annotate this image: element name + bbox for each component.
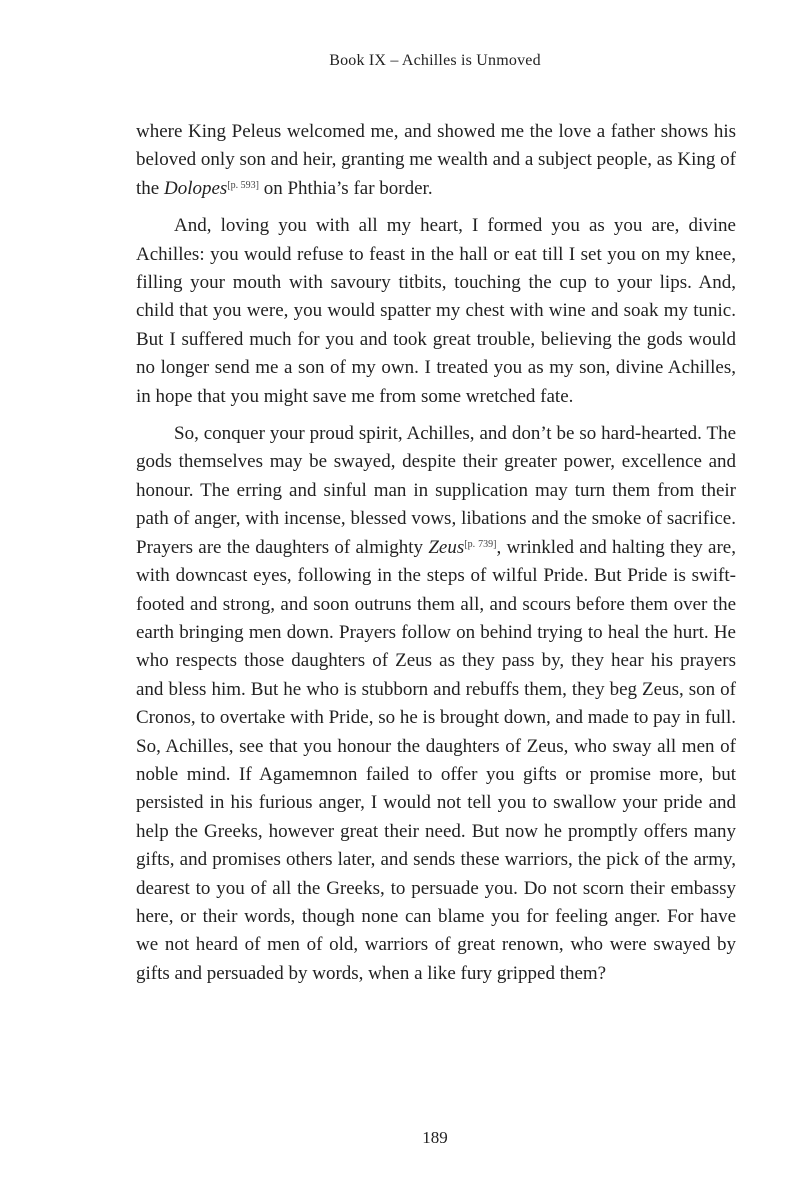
paragraph-3-text-b: , wrinkled and halting they are, with downcast eyes, following in the steps of wilful Pride. But Pride is swift-footed and strong, and soon outruns them all, and scours before them over the earth bringing men down. Prayers follow on behind trying to heal the hurt. He who respects those daughters of Zeus as they pass by, they hear his prayers and bless him. But he who is stubborn and rebuffs them, they beg Zeus, son of Cronos, to overtake with Pride, so he is brought down, and made to pay in full. So, Achilles, see that you honour the daughters of Zeus, who sway all men of noble mind. If Agamemnon failed to offer you gifts or promise more, but persisted in his furious anger, I would not tell you to swallow your pride and help the Greeks, however great their need. But now he promptly offers many gifts, and promises others later, and sends these warriors, the pick of the army, dearest to you of all the Greeks, to persuade you. Do not scorn their embassy here, or their words, though none can blame you for feeling anger. For have we not heard of men of old, warriors of great renown, who were swayed by gifts and persuaded by words, when a like fury gripped them? [136,536,736,984]
paragraph-3-text-a: So, conquer your proud spirit, Achilles, and don’t be so hard-hearted. The gods themselves may be swayed, despite their greater power, excellence and honour. The erring and sinful man in supplication may turn them from their path of anger, with incense, blessed vows, libations and the smoke of sacrifice. Prayers are the daughters of almighty [136,423,736,558]
running-header: Book IX – Achilles is Unmoved [329,52,541,69]
paragraph-1 [136,118,736,203]
dolopes-term: Dolopes [163,177,228,199]
zeus-term: Zeus [428,536,465,558]
page-reference: [p. 739] [464,538,497,550]
page-reference: [p. 593] [227,179,259,191]
page-number: 189 [422,1128,448,1147]
paragraph-3 [136,420,736,988]
paragraph-1-text-a: where King Peleus welcomed me, and showed me the love a father shows his beloved only son and heir, granting me wealth and a subject people, as King of the [136,121,736,199]
paragraph-2: And, loving you with all my heart, I formed you as you are, divine Achilles: you would refuse to feast in the hall or eat till I set you on my knee, filling your mouth with savoury titbits, touching the cup to your lips. And, child that you were, you would spatter my chest with wine and soak my tunic. But I suffered much for you and took great trouble, believing the gods would no longer send me a son of my own. I treated you as my son, divine Achilles, in hope that you might save me from some wretched fate. [136,215,736,407]
paragraph-1-text-b: on Phthia’s far border. [258,177,433,199]
body-text [136,118,736,997]
